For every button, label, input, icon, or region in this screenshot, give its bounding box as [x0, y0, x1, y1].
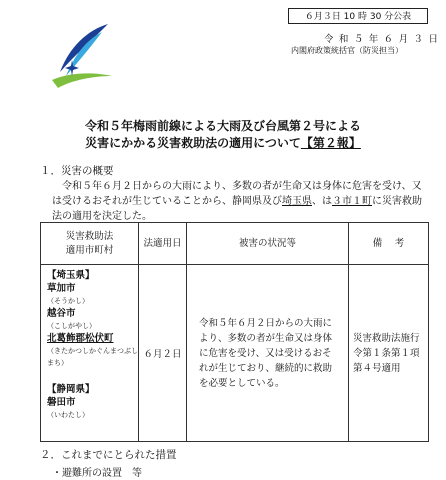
title-line-1: 令和５年梅雨前線による大雨及び台風第２号による: [84, 119, 361, 133]
table-header-row: [41, 223, 429, 265]
release-time-box: ６月３日 10 時 30 分公表: [288, 8, 428, 24]
section-2-heading: ２．これまでにとられた措置: [40, 449, 177, 461]
report-number: 【第２報】: [300, 136, 361, 150]
header-damage: 被害の状況等: [187, 223, 349, 265]
application-table: [40, 222, 429, 442]
header-date: 法適用日: [139, 223, 187, 265]
issuing-office: 内閣府政策統括官（防災担当）: [291, 46, 403, 55]
prefecture-saitama: 【埼玉県】: [47, 270, 95, 281]
municipality-list: [41, 265, 139, 442]
summary-text-1: 令和５年６月２日からの大雨により、多数の者が生命又は身体に危害を受け、又は受けるおそれが生じていることから、静岡県及び: [52, 181, 422, 207]
measure-item: ・避難所の設置 等: [52, 468, 142, 479]
summary-text-3: に災害救助法の適用を決定した。: [52, 196, 422, 222]
remarks: 災害救助法施行令第１条第１項第４号適用: [349, 265, 429, 442]
prefecture-shizuoka: 【静岡県】: [47, 384, 95, 395]
municipality-matsubushi: 北葛飾郡松伏町: [47, 333, 114, 344]
title-line-2: [0, 135, 446, 152]
reading-iwata: （いわたし）: [47, 411, 89, 419]
damage-description: 令和５年６月２日からの大雨により、多数の者が生命又は身体に危害を受け、又は受けるおそれが生じており、継続的に救助を必要としている。: [187, 265, 349, 442]
document-date: 令 和 ５ 年 ６ 月 ３ 日: [324, 34, 440, 45]
header-municipality: 災害救助法 適用市町村: [41, 223, 139, 265]
municipality-soka: 草加市: [47, 283, 76, 294]
header-note: 備 考: [349, 223, 429, 265]
reading-soka: （そうかし）: [47, 297, 89, 305]
title-main: 災害にかかる災害救助法の適用について: [85, 136, 301, 150]
summary-count: ３市１町: [332, 196, 372, 207]
table-row: [41, 265, 429, 442]
reading-koshigaya: （こしがやし）: [47, 322, 96, 330]
municipality-iwata: 磐田市: [47, 397, 76, 408]
disaster-summary: [52, 179, 428, 224]
summary-text-2: 、は: [312, 196, 332, 207]
applied-date: ６月２日: [139, 265, 187, 442]
summary-prefecture: 埼玉県: [282, 196, 312, 207]
municipality-koshigaya: 越谷市: [47, 308, 76, 319]
section-1-heading: １．災害の概要: [40, 165, 114, 177]
cabinet-office-logo-icon: [50, 22, 114, 94]
reading-matsubushi: （きたかつしかぐんまつぶしまち）: [47, 347, 138, 367]
